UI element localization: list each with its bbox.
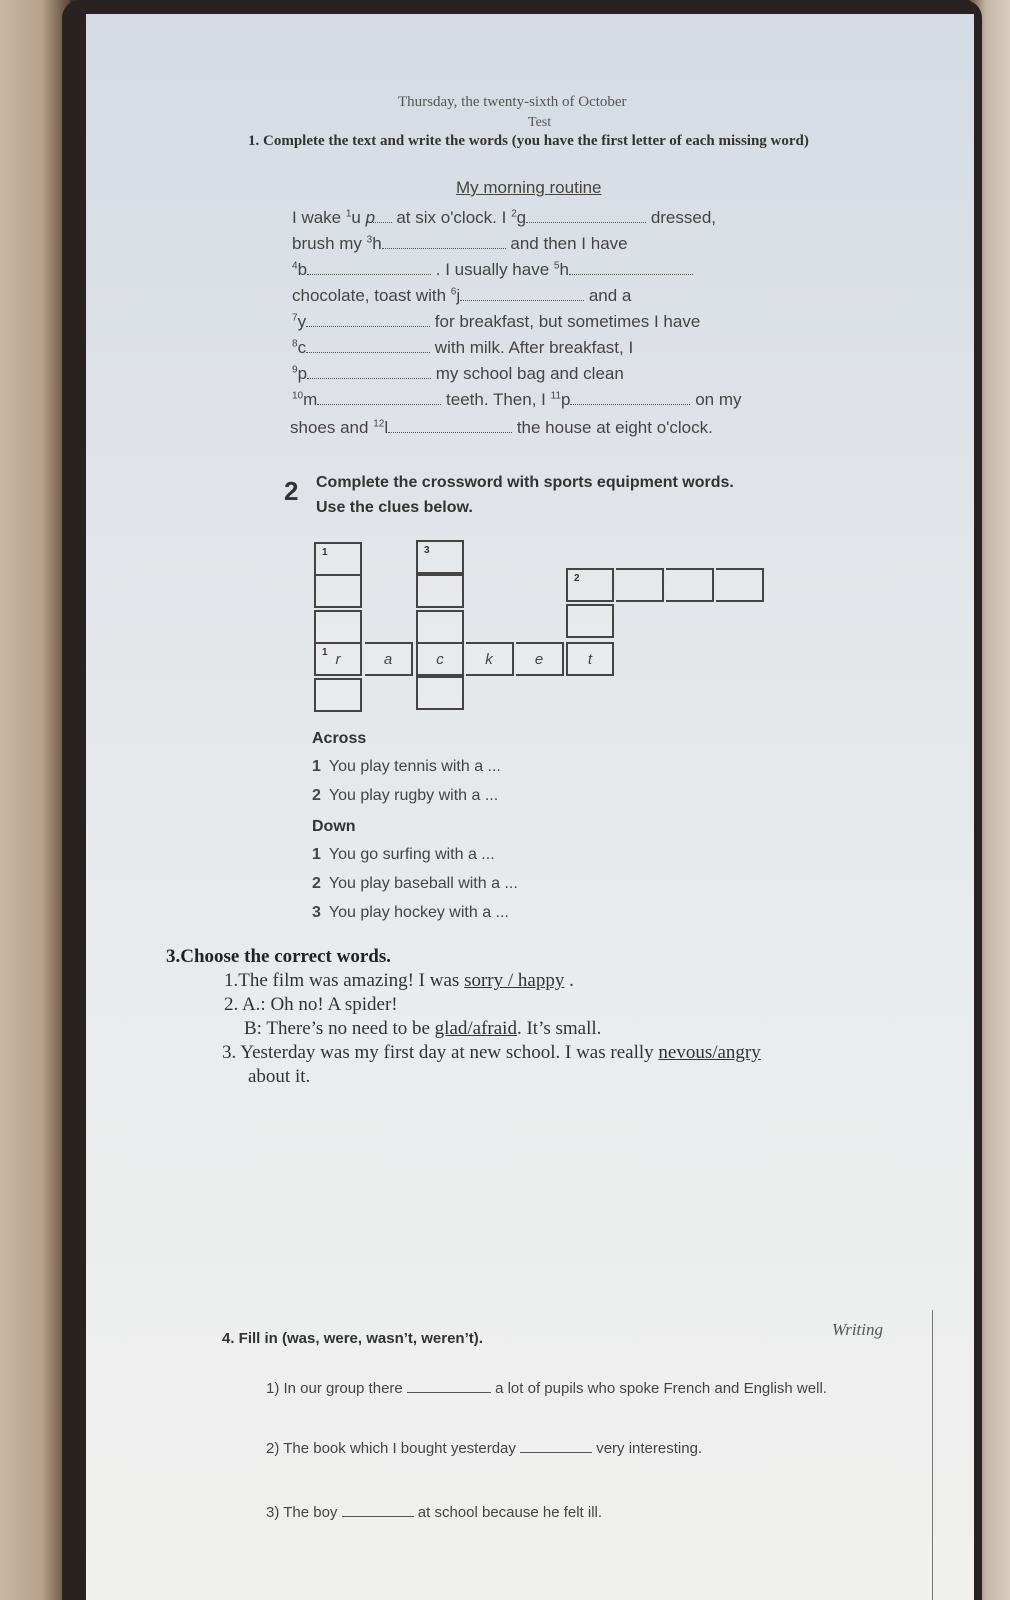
- cell-letter: t: [587, 651, 593, 668]
- routine-line-3: $^4$b . I usually have $^5$h: [292, 260, 693, 280]
- date-header: Thursday, the twenty-sixth of October: [398, 94, 627, 110]
- crossword-cell[interactable]: [416, 540, 464, 574]
- fill-blank-3[interactable]: [342, 1504, 414, 1517]
- answer-blank-12[interactable]: [388, 418, 512, 433]
- cell-number: 1: [322, 647, 328, 658]
- answer-blank-10[interactable]: [317, 390, 441, 405]
- crossword-cell[interactable]: [314, 610, 362, 644]
- clue-across-1: 1 You play tennis with a ...: [312, 758, 501, 775]
- routine-line-1: I wake $^1$u p at six o'clock. I $^2$g dressed,: [292, 208, 717, 227]
- crossword-cell[interactable]: [365, 642, 413, 676]
- answer-blank-4[interactable]: [307, 260, 431, 275]
- cell-number: 2: [574, 573, 580, 584]
- routine-line-2: brush my $^3$h and then I have: [292, 234, 628, 253]
- crossword-cell[interactable]: [666, 568, 714, 602]
- cell-letter: a: [383, 651, 393, 668]
- crossword-cell[interactable]: [566, 642, 614, 676]
- crossword-cell[interactable]: [416, 610, 464, 644]
- task3-title: 3.Choose the correct words.: [166, 946, 391, 967]
- task3-question-2a: 2. A.: Oh no! A spider!: [224, 994, 398, 1015]
- cell-letter: r: [335, 651, 341, 668]
- crossword-cell[interactable]: [314, 574, 362, 608]
- cell-letter: e: [534, 651, 544, 668]
- task3-question-1: 1.The film was amazing! I was sorry / happy .: [224, 970, 574, 991]
- crossword-cell[interactable]: [314, 542, 362, 576]
- answer-blank-9[interactable]: [307, 364, 431, 379]
- crossword-cell[interactable]: [516, 642, 564, 676]
- routine-line-9: shoes and $^{12}$l the house at eight o'clock.: [290, 418, 713, 437]
- crossword-cell[interactable]: [416, 676, 464, 710]
- task3-question-2b: B: There’s no need to be glad/afraid. It’s small.: [244, 1018, 602, 1039]
- crossword-cell[interactable]: [466, 642, 514, 676]
- routine-line-5: $^7$y for breakfast, but sometimes I have: [292, 312, 701, 331]
- clue-down-3: 3 You play hockey with a ...: [312, 904, 509, 921]
- page-edge: [932, 1310, 933, 1600]
- answer-blank-3[interactable]: [382, 234, 506, 249]
- crossword-cell[interactable]: [314, 678, 362, 712]
- choice-nevous-angry[interactable]: nevous/angry: [658, 1042, 761, 1063]
- answer-blank-2[interactable]: [526, 208, 646, 223]
- routine-line-4: chocolate, toast with $^6$j and a: [292, 286, 632, 305]
- answer-blank-6[interactable]: [460, 286, 584, 301]
- task4-title: 4. Fill in (was, were, wasn’t, weren’t).: [222, 1330, 483, 1347]
- desk-left: [0, 0, 70, 1600]
- choice-glad-afraid[interactable]: glad/afraid: [434, 1018, 517, 1039]
- fill-blank-2[interactable]: [520, 1440, 592, 1453]
- task2-number: 2: [284, 476, 299, 506]
- crossword-cell[interactable]: [416, 574, 464, 608]
- answer-blank-8[interactable]: [306, 338, 430, 353]
- answer-blank-5[interactable]: [569, 260, 693, 275]
- document-screen: [86, 14, 974, 1600]
- task1-title: 1. Complete the text and write the words (you have the first letter of each missing word): [248, 133, 809, 149]
- down-heading: Down: [312, 818, 356, 835]
- task3-question-3: 3. Yesterday was my first day at new school. I was really nevous/angry: [222, 1042, 761, 1063]
- task3-question-3-end: about it.: [248, 1066, 311, 1087]
- writing-label: Writing: [832, 1320, 884, 1339]
- fill-blank-1[interactable]: [407, 1380, 491, 1393]
- crossword-cell[interactable]: [566, 568, 614, 602]
- answer-blank-7[interactable]: [306, 312, 430, 327]
- crossword-cell[interactable]: [416, 642, 464, 676]
- clue-down-1: 1 You go surfing with a ...: [312, 846, 495, 863]
- routine-line-8: $^{10}$m teeth. Then, I $^{11}$p on my: [292, 390, 742, 409]
- clue-across-2: 2 You play rugby with a ...: [312, 787, 499, 804]
- task4-sentence-3: 3) The boy at school because he felt ill.: [266, 1504, 603, 1521]
- clue-down-2: 2 You play baseball with a ...: [312, 875, 518, 892]
- test-header: Test: [528, 115, 552, 130]
- crossword-cell[interactable]: [616, 568, 664, 602]
- task2-instruction: Complete the crossword with sports equipment words. Use the clues below.: [316, 474, 734, 516]
- routine-line-7: $^9$p my school bag and clean: [292, 364, 624, 383]
- answer-blank-1[interactable]: p: [366, 208, 392, 223]
- cell-letter: c: [436, 651, 444, 668]
- cell-number: 1: [322, 547, 328, 558]
- crossword-cell[interactable]: [566, 604, 614, 638]
- routine-title: My morning routine: [456, 178, 602, 197]
- choice-sorry-happy[interactable]: sorry / happy: [464, 970, 565, 991]
- across-heading: Across: [312, 730, 367, 747]
- cell-letter: k: [485, 651, 493, 668]
- cell-number: 3: [424, 545, 430, 556]
- task4-sentence-2: 2) The book which I bought yesterday very interesting.: [266, 1440, 703, 1457]
- crossword-cell[interactable]: [716, 568, 764, 602]
- answer-blank-11[interactable]: [570, 390, 690, 405]
- crossword-cell[interactable]: [314, 642, 362, 676]
- routine-line-6: $^8$c with milk. After breakfast, I: [292, 338, 634, 357]
- task4-sentence-1: 1) In our group there a lot of pupils who spoke French and English well.: [266, 1380, 827, 1397]
